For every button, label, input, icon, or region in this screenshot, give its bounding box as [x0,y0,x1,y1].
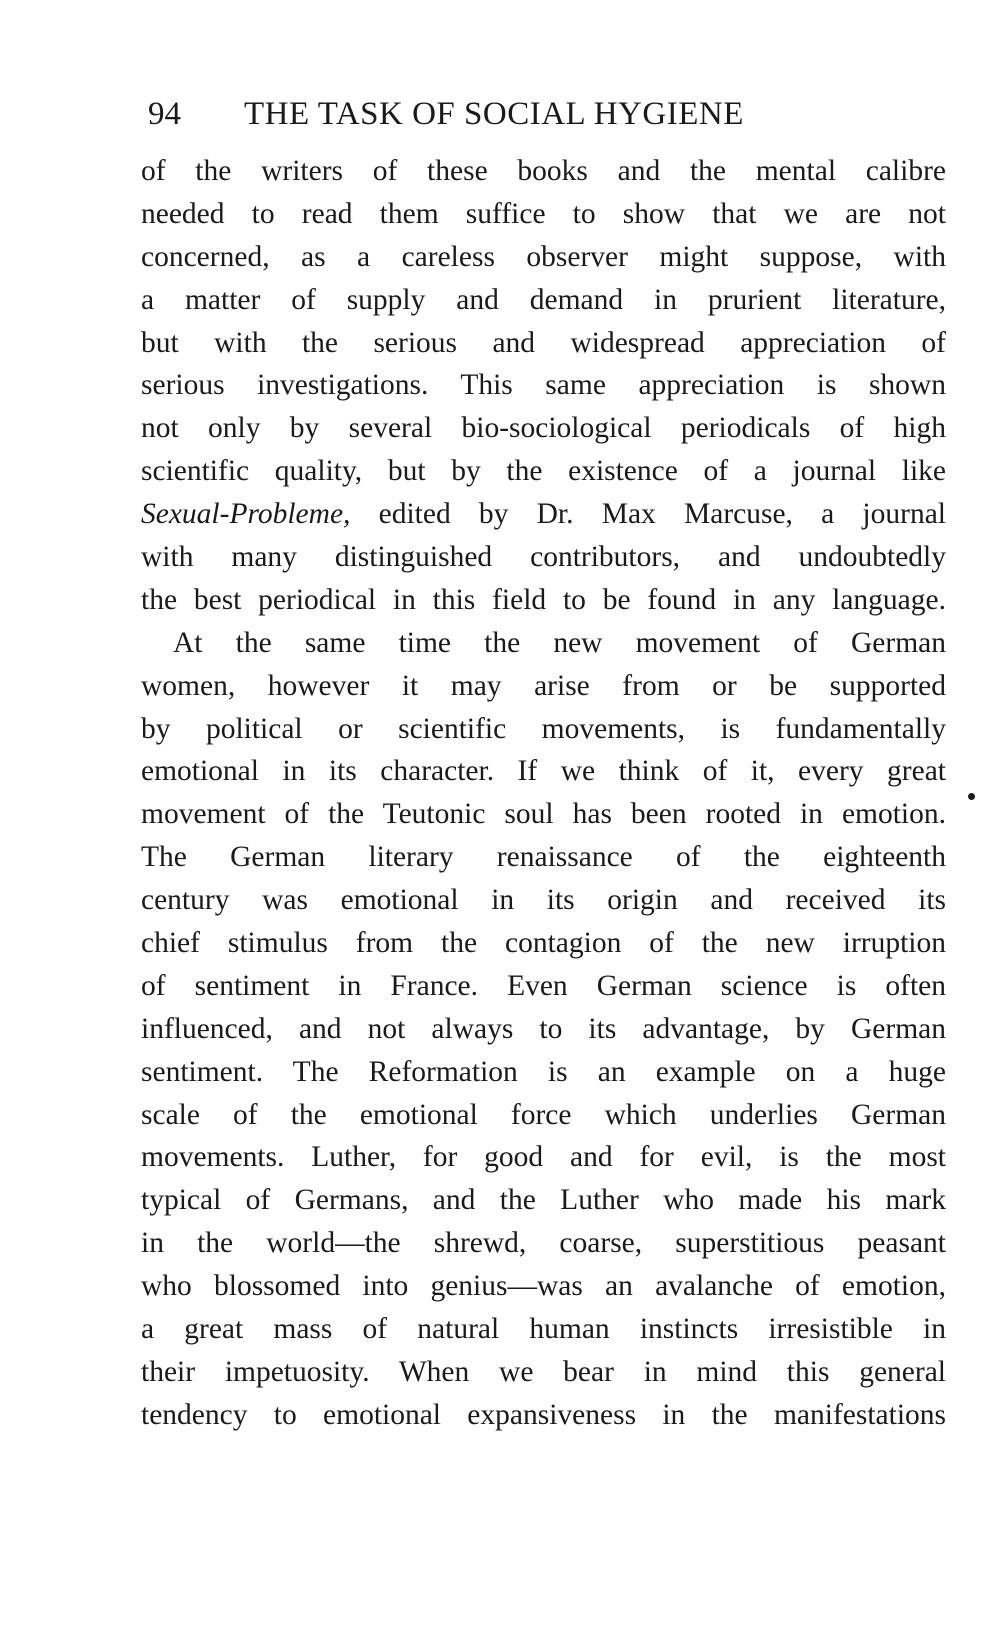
text-line: scientific quality, but by the existence of a journal like [141,455,946,488]
text-line: concerned, as a careless observer might suppose, with [141,240,946,273]
text-line: of the writers of these books and the mental calibre [141,155,946,187]
text-line: the best periodical in this field to be found in any language. [141,583,946,616]
running-title: THE TASK OF SOCIAL HYGIENE [244,96,744,132]
ink-speck [968,793,975,800]
text-line: chief stimulus from the contagion of the new irruption [141,927,946,960]
text-line: with many distinguished contributors, and undoubtedly [141,541,946,574]
paragraph-2 [141,622,946,1437]
text-line: a matter of supply and demand in prurient literature, [141,283,946,316]
text-line-rest: edited by Dr. Max Marcuse, a journal [350,498,946,531]
page-number: 94 [148,96,181,132]
text-line: needed to read them suffice to show that we are not [141,197,946,230]
text-line: movement of the Teutonic soul has been rooted in emotion. [141,798,946,831]
text-line [141,493,946,536]
text-line: At the same time the new movement of German [173,626,946,659]
text-line: their impetuosity. When we bear in mind this general [141,1355,946,1388]
text-line: by political or scientific movements, is fundamentally [141,712,946,745]
text-line: sentiment. The Reformation is an example on a huge [141,1055,946,1088]
text-line: typical of Germans, and the Luther who made his mark [141,1184,946,1217]
text-line: but with the serious and widespread appreciation of [141,326,946,359]
text-line: century was emotional in its origin and received its [141,884,946,917]
text-line: women, however it may arise from or be supported [141,669,946,702]
text-line: scale of the emotional force which underlies German [141,1098,946,1131]
text-line: The German literary renaissance of the eighteenth [141,841,946,874]
text-line: tendency to emotional expansiveness in the manifestations [141,1398,946,1431]
text-line: not only by several bio-sociological periodicals of high [141,412,946,445]
text-line: emotional in its character. If we think of it, every great [141,755,946,788]
text-line: who blossomed into genius—was an avalanche of emotion, [141,1270,946,1303]
text-line: in the world—the shrewd, coarse, superstitious peasant [141,1227,946,1260]
text-line: of sentiment in France. Even German science is often [141,969,946,1002]
text-line: movements. Luther, for good and for evil, is the most [141,1141,946,1174]
text-line: influenced, and not always to its advantage, by German [141,1012,946,1045]
paragraph-1 [141,150,946,622]
journal-title: Sexual-Probleme, [141,498,351,531]
running-head [148,92,848,136]
text-line: serious investigations. This same appreciation is shown [141,369,946,402]
body-text [141,150,946,1437]
text-line: a great mass of natural human instincts irresistible in [141,1313,946,1346]
